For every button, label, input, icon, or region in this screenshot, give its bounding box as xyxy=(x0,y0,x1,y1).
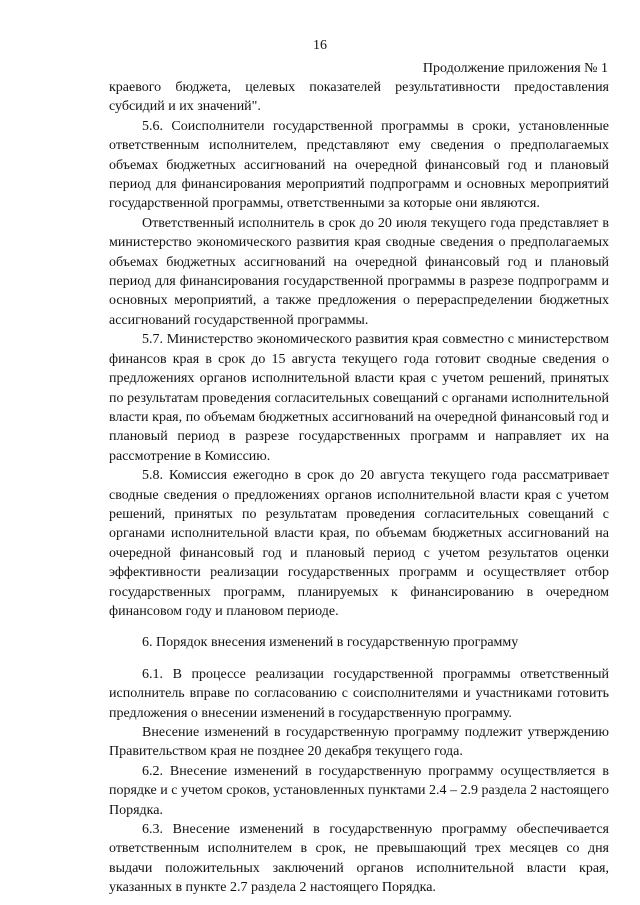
paragraph-5-8: 5.8. Комиссия ежегодно в срок до 20 августа текущего года рассматривает сводные сведения о предложениях органов исполнительной власти края с учетом решений, принятых по результатам проведения согласительных совещаний с органами исполнительной власти края, по объемам бюджетных ассигнований на очередной финансовый год и плановый период с учетом результатов оценки эффективности реализации государственных программ и осуществляет отбор государственных программ, планируемых к финансированию в очередном финансовом году и плановом периоде. xyxy=(109,468,609,619)
paragraph-5-6: 5.6. Соисполнители государственной программы в сроки, установленные ответственным исполнителем, представляют ему сведения о предполагаемых объемах бюджетных ассигнований на очередной финансовый год и плановый период для финансирования мероприятий подпрограмм и основных мероприятий государственной программы, ответственными за которые они являются. xyxy=(109,118,609,212)
paragraph-continued: краевого бюджета, целевых показателей результативности предоставления субсидий и их значений". xyxy=(109,80,609,115)
document-body xyxy=(109,78,609,898)
paragraph-6-3: 6.3. Внесение изменений в государственную программу обеспечивается ответственным исполнителем в срок, не превышающий трех месяцев со дня выдачи положительных заключений органов исполнительной власти края, указанных в пункте 2.7 раздела 2 настоящего Порядка. xyxy=(109,822,609,896)
appendix-continuation-label: Продолжение приложения № 1 xyxy=(422,61,608,76)
paragraph-6-2: 6.2. Внесение изменений в государственную программу осуществляется в порядке и с учетом сроков, установленных пунктами 2.4 – 2.9 раздела 2 настоящего Порядка. xyxy=(109,763,609,818)
paragraph-6-1-approval: Внесение изменений в государственную программу подлежит утверждению Правительством края не позднее 20 декабря текущего года. xyxy=(109,725,609,760)
paragraph-6-1: 6.1. В процессе реализации государственной программы ответственный исполнитель вправе по согласованию с соисполнителями и участниками готовить предложения о внесении изменений в государственную программу. xyxy=(109,666,609,721)
section-6-heading: 6. Порядок внесения изменений в государственную программу xyxy=(142,635,519,651)
paragraph-5-7: 5.7. Министерство экономического развития края совместно с министерством финансов края в срок до 15 августа текущего года готовит сводные сведения о предложениях органов исполнительной власти края с учетом решений, принятых по результатам проведения согласительных совещаний с органами исполнительной власти края, по объемам бюджетных ассигнований на очередной финансовый год и плановый период в разрезе государственных программ и направляет их на рассмотрение в Комиссию. xyxy=(109,332,609,464)
paragraph-5-6-responsible: Ответственный исполнитель в срок до 20 июля текущего года представляет в министерство экономического развития края сводные сведения о предполагаемых объемах бюджетных ассигнований на очередной финансовый год и плановый период для финансирования государственной программы в разрезе подпрограмм и основных мероприятий, а также предложения о перераспределении бюджетных ассигнований государственной программы. xyxy=(109,215,609,328)
page-number: 16 xyxy=(313,38,327,53)
